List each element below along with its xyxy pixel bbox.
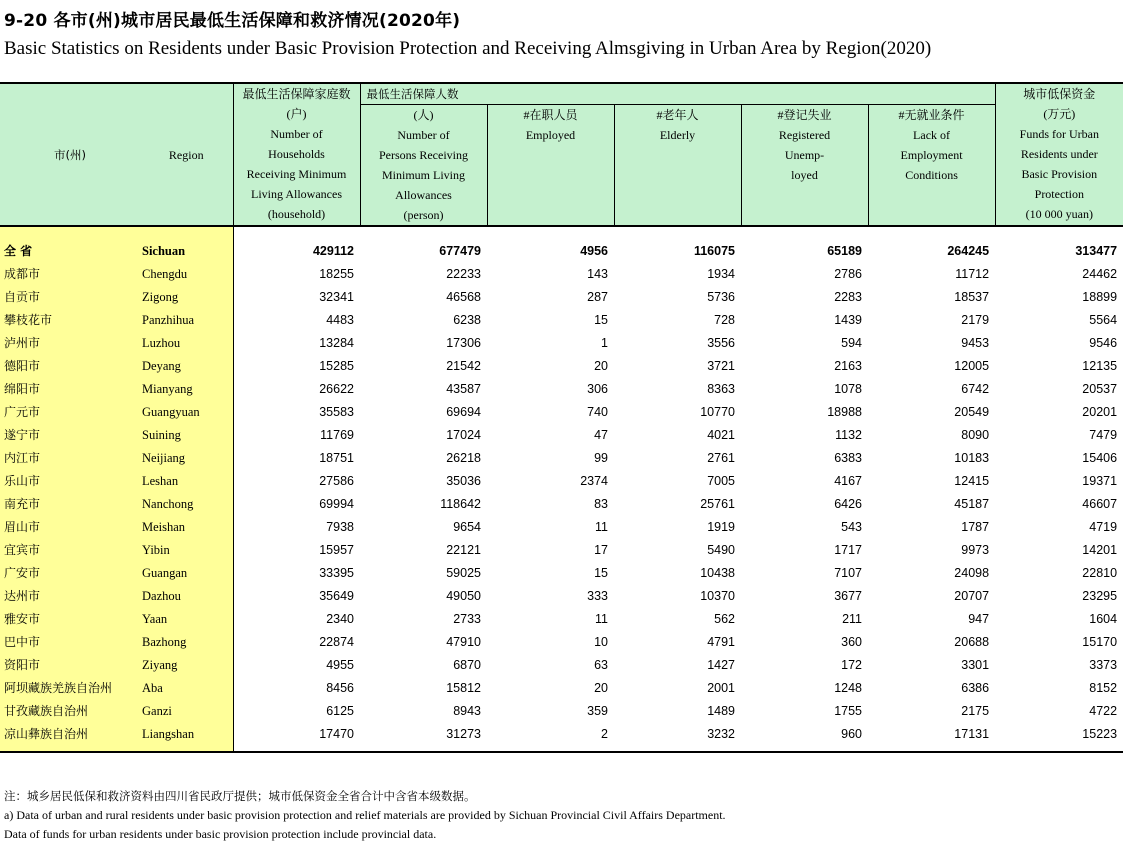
value-cell: 11: [595, 520, 608, 534]
value-cell: 2283: [834, 290, 862, 304]
table-row: [0, 401, 1123, 424]
value-cell: 35649: [319, 589, 354, 603]
region-name-cn: 巴中市: [0, 631, 140, 654]
header-funds: [995, 83, 1123, 226]
value-cell: 333: [587, 589, 608, 603]
value-cell: 211: [842, 612, 862, 626]
region-name-en: Suining: [140, 424, 233, 447]
header-households-en-5: (household): [267, 207, 326, 221]
table-row: [0, 309, 1123, 332]
value-cell: 1: [601, 336, 608, 350]
value-cell: 3232: [707, 727, 735, 741]
header-households-en-4: Living Allowances: [251, 187, 342, 201]
value-cell: 35583: [319, 405, 354, 419]
table-row: [0, 447, 1123, 470]
table-row: [0, 608, 1123, 631]
value-cell: 11769: [320, 428, 354, 442]
value-cell: 306: [587, 382, 608, 396]
value-cell: 17131: [954, 727, 990, 741]
value-cell: 9973: [961, 543, 990, 557]
table-row: [0, 493, 1123, 516]
value-cell: 2761: [707, 451, 735, 465]
value-cell: 1439: [834, 313, 862, 327]
value-cell: 4719: [1089, 520, 1118, 534]
value-cell: 11712: [955, 267, 990, 281]
value-cell: 2733: [453, 612, 481, 626]
value-cell: 11: [595, 612, 608, 626]
value-cell: 2: [601, 727, 608, 741]
value-cell: 27586: [319, 474, 354, 488]
value-cell: 5736: [707, 290, 735, 304]
value-cell: 1489: [707, 704, 735, 718]
region-name-en: Sichuan: [140, 240, 233, 263]
value-cell: 1427: [707, 658, 735, 672]
value-cell: 4021: [707, 428, 735, 442]
table-row: [0, 286, 1123, 309]
value-cell: 1078: [834, 382, 862, 396]
region-name-cn: 成都市: [0, 263, 140, 286]
page-title-en: Basic Statistics on Residents under Basic Provision Protection and Receiving Almsgiving in Urban Area by Region(2020): [4, 38, 932, 59]
value-cell: 6238: [453, 313, 481, 327]
value-cell: 15285: [319, 359, 354, 373]
table-row: [0, 378, 1123, 401]
header-households-unit: (户): [286, 107, 307, 121]
spacer-cell: [233, 746, 1123, 752]
region-name-en: Guangyuan: [140, 401, 233, 424]
region-name-en: Dazhou: [140, 585, 233, 608]
header-employed-cn: #在职人员: [523, 108, 578, 122]
value-cell: 10183: [954, 451, 990, 465]
value-cell: 22810: [1082, 566, 1118, 580]
table-spacer-row: [0, 226, 1123, 240]
value-cell: 1132: [835, 428, 862, 442]
region-name-cn: 广安市: [0, 562, 140, 585]
region-name-en: Neijiang: [140, 447, 233, 470]
header-households-en-2: Households: [268, 147, 325, 161]
value-cell: 360: [841, 635, 862, 649]
header-funds-en-1: Funds for Urban: [1019, 127, 1099, 141]
value-cell: 3677: [834, 589, 862, 603]
value-cell: 2786: [834, 267, 862, 281]
value-cell: 65189: [827, 244, 862, 258]
value-cell: 1717: [834, 543, 862, 557]
value-cell: 7005: [707, 474, 735, 488]
region-name-cn: 内江市: [0, 447, 140, 470]
value-cell: 429112: [312, 244, 354, 258]
header-persons-en-1: Number of: [397, 128, 450, 142]
value-cell: 6386: [961, 681, 990, 695]
header-employed-en: Employed: [525, 128, 576, 142]
value-cell: 33395: [319, 566, 354, 580]
value-cell: 20549: [954, 405, 990, 419]
value-cell: 17024: [446, 428, 481, 442]
header-persons-en-3: Minimum Living: [381, 168, 465, 182]
table-row: [0, 562, 1123, 585]
region-name-cn: 攀枝花市: [0, 309, 140, 332]
table-row: [0, 631, 1123, 654]
value-cell: 9654: [453, 520, 481, 534]
page-title-cn: 9-20 各市(州)城市居民最低生活保障和救济情况(2020年): [4, 11, 461, 31]
value-cell: 15223: [1082, 727, 1118, 741]
value-cell: 12415: [954, 474, 990, 488]
region-name-cn: 自贡市: [0, 286, 140, 309]
value-cell: 20: [594, 681, 608, 695]
value-cell: 728: [714, 313, 735, 327]
header-persons-en-5: (person): [403, 208, 444, 222]
value-cell: 2163: [834, 359, 862, 373]
value-cell: 46607: [1082, 497, 1118, 511]
header-unemployed-en-2: Unemp-: [784, 148, 825, 162]
value-cell: 15957: [319, 543, 354, 557]
header-employed: [487, 105, 614, 227]
footnote-cn: 注：城乡居民低保和救济资料由四川省民政厅提供；城市低保资金全省合计中含省本级数据。: [4, 789, 476, 803]
value-cell: 63: [594, 658, 608, 672]
table-header: [0, 83, 1123, 226]
region-name-en: Bazhong: [140, 631, 233, 654]
region-name-cn: 乐山市: [0, 470, 140, 493]
value-cell: 4791: [707, 635, 735, 649]
region-name-en: Ganzi: [140, 700, 233, 723]
header-lack-en-1: Lack of: [913, 128, 951, 142]
value-cell: 9546: [1089, 336, 1118, 350]
value-cell: 32341: [319, 290, 354, 304]
spacer-cell: [140, 226, 233, 240]
region-name-en: Deyang: [140, 355, 233, 378]
value-cell: 6742: [961, 382, 990, 396]
value-cell: 15: [594, 313, 608, 327]
header-funds-en-3: Basic Provision: [1021, 167, 1098, 181]
region-name-cn: 绵阳市: [0, 378, 140, 401]
spacer-cell: [233, 226, 1123, 240]
value-cell: 49050: [446, 589, 481, 603]
table-row: [0, 700, 1123, 723]
value-cell: 7938: [326, 520, 354, 534]
region-name-cn: 甘孜藏族自治州: [0, 700, 140, 723]
value-cell: 10370: [700, 589, 735, 603]
table-row: [0, 677, 1123, 700]
value-cell: 12135: [1082, 359, 1118, 373]
region-name-cn: 全 省: [0, 240, 140, 263]
value-cell: 1755: [834, 704, 862, 718]
region-name-en: Yaan: [140, 608, 233, 631]
region-name-cn: 凉山彝族自治州: [0, 723, 140, 746]
value-cell: 4167: [834, 474, 862, 488]
value-cell: 10770: [700, 405, 735, 419]
value-cell: 594: [841, 336, 862, 350]
value-cell: 18899: [1082, 290, 1118, 304]
value-cell: 5564: [1089, 313, 1118, 327]
region-name-cn: 资阳市: [0, 654, 140, 677]
value-cell: 677479: [439, 244, 481, 258]
value-cell: 172: [841, 658, 862, 672]
value-cell: 3556: [707, 336, 735, 350]
value-cell: 2175: [961, 704, 990, 718]
value-cell: 20537: [1082, 382, 1118, 396]
value-cell: 22233: [446, 267, 481, 281]
region-name-cn: 德阳市: [0, 355, 140, 378]
value-cell: 4483: [326, 313, 354, 327]
value-cell: 740: [587, 405, 608, 419]
value-cell: 15170: [1082, 635, 1118, 649]
header-unemployed-cn: #登记失业: [777, 108, 832, 122]
value-cell: 12005: [954, 359, 990, 373]
value-cell: 4955: [326, 658, 354, 672]
region-name-en: Aba: [140, 677, 233, 700]
value-cell: 83: [594, 497, 608, 511]
value-cell: 2001: [707, 681, 735, 695]
header-households: [233, 83, 360, 226]
region-name-cn: 宜宾市: [0, 539, 140, 562]
value-cell: 1934: [707, 267, 735, 281]
value-cell: 9453: [961, 336, 990, 350]
region-name-en: Mianyang: [140, 378, 233, 401]
value-cell: 26218: [446, 451, 481, 465]
region-name-cn: 眉山市: [0, 516, 140, 539]
value-cell: 46568: [446, 290, 481, 304]
value-cell: 6426: [834, 497, 862, 511]
value-cell: 8943: [453, 704, 481, 718]
header-funds-en-2: Residents under: [1020, 147, 1098, 161]
footnotes: [4, 787, 726, 844]
value-cell: 3373: [1089, 658, 1118, 672]
table-row: [0, 654, 1123, 677]
header-households-en-3: Receiving Minimum: [246, 167, 347, 181]
header-unemployed-en-1: Registered: [778, 128, 831, 142]
spacer-cell: [0, 746, 140, 752]
value-cell: 1604: [1089, 612, 1118, 626]
spacer-cell: [140, 746, 233, 752]
value-cell: 23295: [1082, 589, 1118, 603]
table-body: [0, 226, 1123, 752]
value-cell: 31273: [446, 727, 481, 741]
header-unemployed: [741, 105, 868, 227]
value-cell: 562: [714, 612, 735, 626]
value-cell: 20688: [954, 635, 990, 649]
header-lack: [868, 105, 995, 227]
header-elderly: [614, 105, 741, 227]
region-name-en: Chengdu: [140, 263, 233, 286]
region-name-en: Panzhihua: [140, 309, 233, 332]
header-persons-en-4: Allowances: [395, 188, 452, 202]
value-cell: 15812: [446, 681, 481, 695]
header-funds-unit: (万元): [1043, 107, 1076, 121]
value-cell: 10438: [700, 566, 735, 580]
region-name-cn: 遂宁市: [0, 424, 140, 447]
table-end-row: [0, 746, 1123, 752]
value-cell: 17470: [319, 727, 354, 741]
value-cell: 59025: [446, 566, 481, 580]
header-elderly-cn: #老年人: [656, 108, 699, 122]
region-name-en: Yibin: [140, 539, 233, 562]
region-name-cn: 泸州市: [0, 332, 140, 355]
value-cell: 22121: [446, 543, 481, 557]
value-cell: 7107: [834, 566, 862, 580]
header-persons-cn: 最低生活保障人数: [360, 83, 995, 105]
region-name-en: Leshan: [140, 470, 233, 493]
value-cell: 69694: [446, 405, 481, 419]
table-row: [0, 539, 1123, 562]
value-cell: 947: [968, 612, 990, 626]
value-cell: 4722: [1089, 704, 1118, 718]
region-name-en: Luzhou: [140, 332, 233, 355]
value-cell: 35036: [446, 474, 481, 488]
value-cell: 8090: [961, 428, 990, 442]
value-cell: 20201: [1082, 405, 1118, 419]
value-cell: 359: [587, 704, 608, 718]
value-cell: 2340: [326, 612, 354, 626]
value-cell: 17: [594, 543, 608, 557]
value-cell: 1787: [961, 520, 990, 534]
header-lack-en-3: Conditions: [905, 168, 958, 182]
table-row: [0, 355, 1123, 378]
value-cell: 22874: [319, 635, 354, 649]
table-row: [0, 424, 1123, 447]
region-name-cn: 阿坝藏族羌族自治州: [0, 677, 140, 700]
header-funds-en-4: Protection: [1034, 187, 1084, 201]
value-cell: 19371: [1082, 474, 1118, 488]
region-name-cn: 南充市: [0, 493, 140, 516]
region-name-en: Nanchong: [140, 493, 233, 516]
value-cell: 17306: [446, 336, 481, 350]
value-cell: 45187: [954, 497, 990, 511]
value-cell: 2179: [961, 313, 990, 327]
footnote-en-2: Data of funds for urban residents under basic provision protection include provincial data.: [4, 827, 437, 841]
value-cell: 143: [587, 267, 608, 281]
footnote-en-1: a) Data of urban and rural residents under basic provision protection and relief materials are provided by Sichuan Provincial Civil Affairs Department.: [4, 808, 726, 822]
region-name-cn: 雅安市: [0, 608, 140, 631]
value-cell: 7479: [1089, 428, 1118, 442]
value-cell: 6383: [834, 451, 862, 465]
value-cell: 543: [841, 520, 862, 534]
table-row: [0, 470, 1123, 493]
table-row: [0, 332, 1123, 355]
header-unemployed-en-3: loyed: [791, 168, 818, 182]
value-cell: 6870: [453, 658, 481, 672]
value-cell: 5490: [707, 543, 735, 557]
value-cell: 47910: [446, 635, 481, 649]
value-cell: 960: [841, 727, 862, 741]
value-cell: 8363: [707, 382, 735, 396]
value-cell: 43587: [446, 382, 481, 396]
value-cell: 47: [594, 428, 608, 442]
header-households-en-1: Number of: [270, 127, 323, 141]
header-persons-en-2: Persons Receiving: [379, 148, 468, 162]
value-cell: 15406: [1082, 451, 1118, 465]
value-cell: 20707: [954, 589, 990, 603]
table-row: [0, 516, 1123, 539]
value-cell: 8456: [326, 681, 354, 695]
value-cell: 13284: [319, 336, 354, 350]
value-cell: 24098: [954, 566, 990, 580]
value-cell: 116075: [693, 244, 735, 258]
value-cell: 25761: [700, 497, 735, 511]
value-cell: 4956: [580, 244, 608, 258]
header-persons-unit: (人): [413, 108, 434, 122]
value-cell: 3301: [961, 658, 990, 672]
value-cell: 287: [587, 290, 608, 304]
value-cell: 99: [594, 451, 608, 465]
value-cell: 15: [594, 566, 608, 580]
value-cell: 14201: [1082, 543, 1118, 557]
region-name-en: Guangan: [140, 562, 233, 585]
value-cell: 24462: [1082, 267, 1118, 281]
spacer-cell: [0, 226, 140, 240]
value-cell: 18255: [319, 267, 354, 281]
value-cell: 1248: [834, 681, 862, 695]
region-name-cn: 达州市: [0, 585, 140, 608]
value-cell: 18988: [827, 405, 862, 419]
value-cell: 69994: [319, 497, 354, 511]
region-name-cn: 广元市: [0, 401, 140, 424]
value-cell: 8152: [1089, 681, 1118, 695]
value-cell: 6125: [326, 704, 354, 718]
table-row: [0, 263, 1123, 286]
value-cell: 21542: [446, 359, 481, 373]
value-cell: 18537: [954, 290, 990, 304]
header-lack-cn: #无就业条件: [898, 108, 965, 122]
value-cell: 10: [594, 635, 608, 649]
header-households-cn: 最低生活保障家庭数: [242, 87, 351, 101]
value-cell: 2374: [580, 474, 608, 488]
header-funds-cn: 城市低保资金: [1023, 87, 1096, 101]
header-lack-en-2: Employment: [900, 148, 963, 162]
value-cell: 26622: [319, 382, 354, 396]
header-region-en: Region: [140, 83, 233, 226]
table-row: [0, 585, 1123, 608]
statistics-table-container: [0, 82, 1123, 753]
header-elderly-en: Elderly: [659, 128, 696, 142]
table-row: [0, 723, 1123, 746]
value-cell: 20: [594, 359, 608, 373]
region-name-en: Ziyang: [140, 654, 233, 677]
value-cell: 18751: [319, 451, 354, 465]
value-cell: 118642: [440, 497, 481, 511]
value-cell: 313477: [1075, 244, 1118, 258]
region-name-en: Meishan: [140, 516, 233, 539]
header-persons: [360, 105, 487, 227]
table-row-total: [0, 240, 1123, 263]
header-funds-en-5: (10 000 yuan): [1025, 207, 1093, 221]
region-name-en: Liangshan: [140, 723, 233, 746]
value-cell: 1919: [707, 520, 735, 534]
value-cell: 3721: [707, 359, 735, 373]
statistics-table: [0, 82, 1123, 753]
value-cell: 264245: [947, 244, 990, 258]
header-city-cn: 市(州): [0, 83, 140, 226]
region-name-en: Zigong: [140, 286, 233, 309]
